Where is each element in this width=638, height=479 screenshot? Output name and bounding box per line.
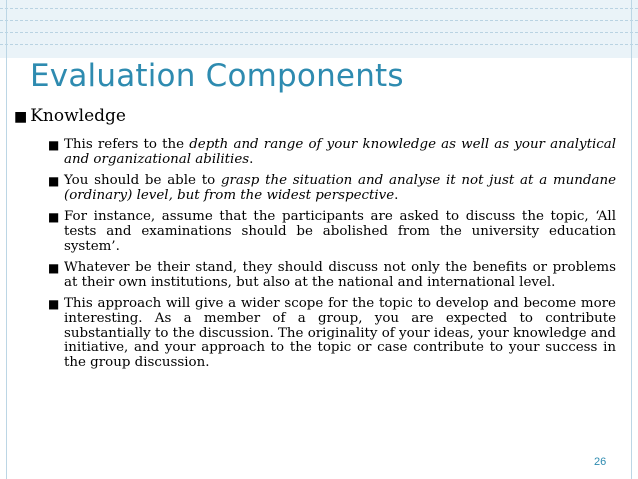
heading-label: Knowledge <box>30 106 126 126</box>
page-number: 26 <box>594 456 607 468</box>
square-bullet-icon: ■ <box>48 261 60 276</box>
decorative-dashed-line <box>0 20 638 21</box>
right-border-rule <box>631 0 632 479</box>
decorative-dashed-line <box>0 32 638 33</box>
square-bullet-icon: ■ <box>48 174 60 189</box>
list-item: ■ Whatever be their stand, they should discuss not only the benefits or problems at their own institutions, but also at the national and international level. <box>48 260 616 290</box>
list-item: ■ For instance, assume that the participants are asked to discuss the topic, ‘All tests and examinations should be abolished from the university education system’. <box>48 209 616 254</box>
decorative-dashed-line <box>0 8 638 9</box>
slide-title: Evaluation Components <box>30 58 404 94</box>
square-bullet-icon: ■ <box>14 109 28 125</box>
left-border-rule <box>6 0 7 479</box>
list-item: ■ This approach will give a wider scope for the topic to develop and become more interesting. As a member of a group, you are expected to contribute substantially to the discussion. The originality of your ideas, your knowledge and initiative, and your approach to the topic or case contribute to your success in the group discussion. <box>48 296 616 370</box>
list-item: ■ You should be able to grasp the situation and analyse it not just at a mundane (ordinary) level, but from the widest perspective. <box>48 173 616 203</box>
bullet-list <box>48 138 616 370</box>
square-bullet-icon: ■ <box>48 138 60 152</box>
list-item: ■ This refers to the depth and range of your knowledge as well as your analytical and organizational abilities. <box>48 137 616 167</box>
decorative-dashed-line <box>0 44 638 45</box>
square-bullet-icon: ■ <box>48 297 60 312</box>
square-bullet-icon: ■ <box>48 210 60 225</box>
heading-bullet <box>14 106 126 126</box>
